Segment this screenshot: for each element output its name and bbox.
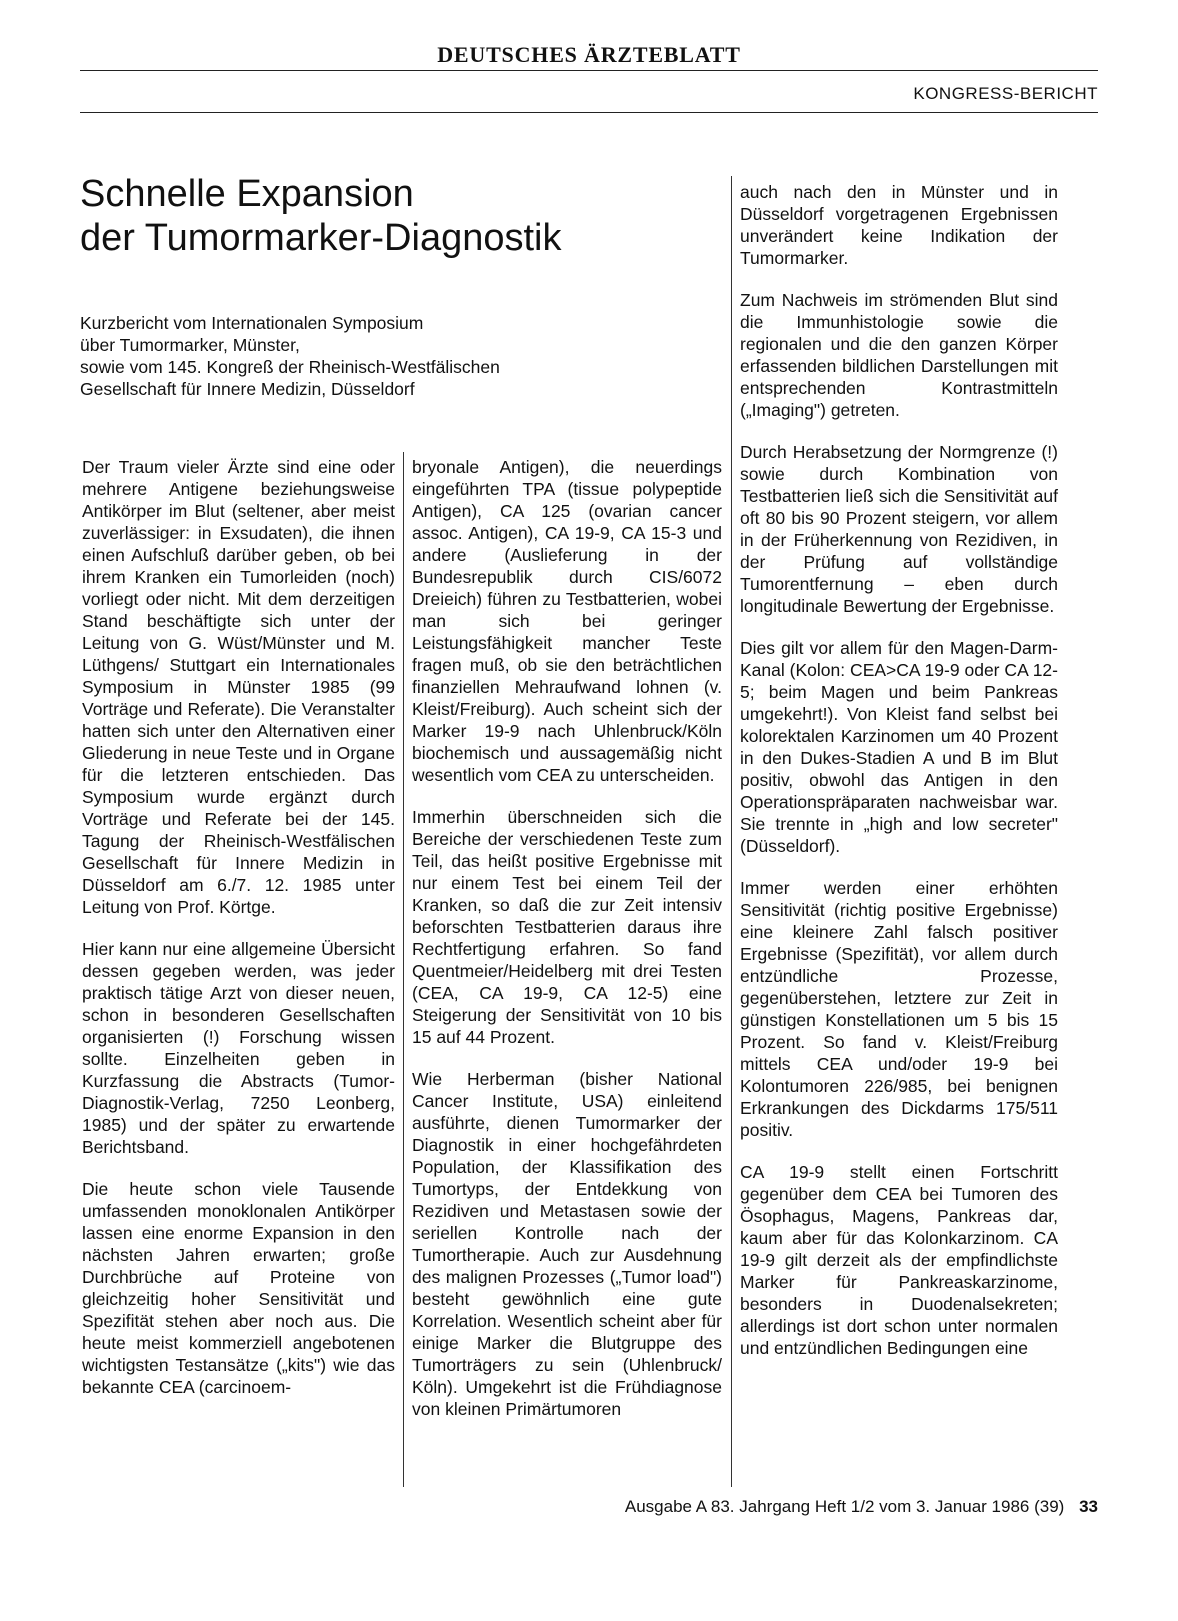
subtitle-line: sowie vom 145. Kongreß der Rheinisch-Westfälischen [80,357,500,377]
paragraph: Der Traum vieler Ärzte sind eine oder mehrere Antigene beziehungsweise Antikörper im Blut (seltener, aber meist zuverlässiger: in Exsudaten), die ihnen einen Aufschluß darüber geben, ob bei ihrem Kranken ein Tumorleiden (noch) vorliegt oder nicht. Mit dem derzeitigen Stand beschäftigte sich unter der Leitung von G. Wüst/Münster und M. Lüthgens/ Stuttgart ein Internationales Symposium in Münster 1985 (99 Vorträge und Referate). Die Veranstalter hatten sich unter den Alternativen einer Gliederung in neue Teste und in Organe für die letzteren entschieden. Das Symposium wurde ergänzt durch Vorträge und Referate bei der 145. Tagung der Rheinisch-Westfälischen Gesellschaft für Innere Medizin in Düsseldorf am 6./7. 12. 1985 unter Leitung von Prof. Körtge. [82,457,395,917]
text-column-1 [82,456,395,1418]
subtitle-line: Kurzbericht vom Internationalen Symposium [80,313,424,333]
paragraph: Die heute schon viele Tausende umfassenden monoklonalen Antikörper lassen eine enorme Expansion in den nächsten Jahren erwarten; große Durchbrüche auf Proteine von gleichzeitig hoher Sensitivität und Spezifität stehen aber noch aus. Die heute meist kommerziell angebotenen wichtigsten Testansätze („kits") wie das bekannte CEA (carcinoem- [82,1179,395,1397]
title-line: der Tumormarker-Diagnostik [80,217,562,259]
paragraph: Immerhin überschneiden sich die Bereiche der verschiedenen Teste zum Teil, das heißt positive Ergebnisse mit nur einem Test bei einem Teil der Kranken, so daß die zur Zeit intensiv beforschten Testbatterien daraus ihre Rechtfertigung erfahren. So fand Quentmeier/Heidelberg mit drei Testen (CEA, CA 19-9, CA 12-5) eine Steigerung der Sensitivität von 10 bis 15 auf 44 Prozent. [412,807,722,1047]
text-column-3 [740,181,1058,1379]
paragraph: Wie Herberman (bisher National Cancer Institute, USA) einleitend ausführte, dienen Tumormarker der Diagnostik in einer hochgefährdeten Population, der Klassifikation des Tumortyps, der Entdekkung von Rezidiven und Metastasen sowie der seriellen Kontrolle nach der Tumortherapie. Auch zur Ausdehnung des malignen Prozesses („Tumor load") besteht gewöhnlich eine gute Korrelation. Wesentlich scheint aber für einige Marker die Blutgruppe des Tumorträgers zu sein (Uhlenbruck/ Köln). Umgekehrt ist die Frühdiagnose von kleinen Primärtumoren [412,1069,722,1419]
paragraph: Zum Nachweis im strömenden Blut sind die Immunhistologie sowie die regionalen und die den ganzen Körper erfassenden bildlichen Darstellungen mit entsprechenden Kontrastmitteln („Imaging") getreten. [740,290,1058,420]
column-divider [731,176,732,1487]
article-title [80,172,700,260]
paragraph: CA 19-9 stellt einen Fortschritt gegenüber dem CEA bei Tumoren des Ösophagus, Magens, Pankreas dar, kaum aber für das Kolonkarzinom. CA 19-9 gilt derzeit als der empfindlichste Marker für Pankreaskarzinome, besonders in Duodenalsekreten; allerdings ist dort schon unter normalen und entzündlichen Bedingungen eine [740,1162,1058,1358]
subtitle-line: über Tumormarker, Münster, [80,335,300,355]
paragraph: Dies gilt vor allem für den Magen-Darm-Kanal (Kolon: CEA>CA 19-9 oder CA 12-5; beim Magen und beim Pankreas umgekehrt!). Von Kleist fand selbst bei kolorektalen Karzinomen um 40 Prozent in den Dukes-Stadien A und B im Blut positiv, obwohl das Antigen in den Operationspräparaten nachweisbar war. Sie trennte in „high and low secreter" (Düsseldorf). [740,638,1058,856]
title-line: Schnelle Expansion [80,173,414,215]
page-number: 33 [1079,1497,1098,1516]
section-divider [80,112,1098,113]
section-label: KONGRESS-BERICHT [913,84,1098,103]
text-column-2 [412,456,722,1440]
paragraph: auch nach den in Münster und in Düsseldorf vorgetragenen Ergebnissen unverändert keine Indikation der Tumormarker. [740,182,1058,268]
issue-info: Ausgabe A 83. Jahrgang Heft 1/2 vom 3. Januar 1986 (39) [624,1497,1065,1516]
paragraph: bryonale Antigen), die neuerdings eingeführten TPA (tissue polypeptide Antigen), CA 125 (ovarian cancer assoc. Antigen), CA 19-9, CA 15-3 und andere (Auslieferung in der Bundesrepublik durch CIS/6072 Dreieich) führen zu Testbatterien, wobei man sich bei geringer Leistungsfähigkeit mancher Teste fragen muß, ob sie den beträchtlichen finanziellen Mehraufwand lohnen (v. Kleist/Freiburg). Auch scheint sich der Marker 19-9 nach Uhlenbruck/Köln biochemisch und aussagemäßig nicht wesentlich vom CEA zu unterscheiden. [412,457,722,785]
page-footer [625,1497,1098,1517]
paragraph: Immer werden einer erhöhten Sensitivität (richtig positive Ergebnisse) eine kleinere Zahl falsch positiver Ergebnisse (Spezifität), vor allem durch entzündliche Prozesse, gegenüberstehen, letztere zur Zeit in günstigen Konstellationen um 5 bis 15 Prozent. So fand v. Kleist/Freiburg mittels CEA und/oder 19-9 bei Kolontumoren 226/985, bei benignen Erkrankungen des Dickdarms 175/511 positiv. [740,878,1058,1140]
paragraph: Hier kann nur eine allgemeine Übersicht dessen gegeben werden, was jeder praktisch tätige Arzt von dieser neuen, schon in besonderen Gesellschaften organisierten (!) Forschung wissen sollte. Einzelheiten geben in Kurzfassung die Abstracts (Tumor-Diagnostik-Verlag, 7250 Leonberg, 1985) und der später zu erwartende Berichtsband. [82,939,395,1157]
article-subtitle [80,312,720,400]
subtitle-line: Gesellschaft für Innere Medizin, Düsseldorf [80,379,415,399]
paragraph: Durch Herabsetzung der Normgrenze (!) sowie durch Kombination von Testbatterien ließ sich die Sensitivität auf oft 80 bis 90 Prozent steigern, vor allem in der Früherkennung von Rezidiven, in der Prüfung auf vollständige Tumorentfernung – eben durch longitudinale Bewertung der Ergebnisse. [740,442,1058,616]
masthead [80,40,1098,71]
column-divider [403,452,404,1487]
masthead-title: DEUTSCHES ÄRZTEBLATT [437,42,741,67]
